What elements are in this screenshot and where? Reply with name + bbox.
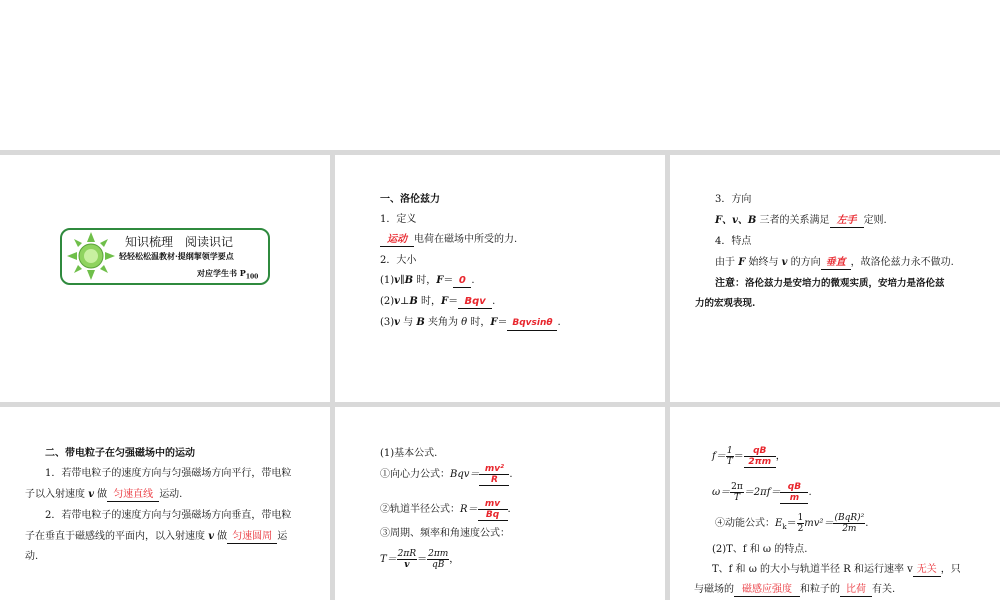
answer-uniform-circular: 匀速圆周 <box>227 530 277 544</box>
end: . <box>507 504 511 515</box>
para2-line3: 动. <box>25 551 39 562</box>
den: T <box>733 493 740 503</box>
slide-thumbnail-4[interactable] <box>0 407 330 600</box>
slide-thumbnail-6[interactable] <box>670 407 1000 600</box>
period-formula <box>380 547 459 573</box>
var-v: v <box>781 257 788 268</box>
var-f: F <box>490 317 498 328</box>
answer-frequency-fraction <box>744 446 776 468</box>
note-line-1 <box>715 277 945 290</box>
direction-line <box>715 214 887 228</box>
txt: 定则. <box>863 215 887 226</box>
heading-lorentz-force: 一、洛伦兹力 <box>380 194 440 205</box>
definition-label: 1．定义 <box>380 214 417 225</box>
slide-thumbnail-2[interactable] <box>335 155 665 402</box>
rel: ∥ <box>399 275 405 286</box>
fraction-2piR-v <box>397 549 417 570</box>
top-blank-area <box>0 0 1000 150</box>
txt: 与磁场的 <box>694 584 734 595</box>
characteristics-heading: (2)T、f 和 ω 的特点. <box>712 544 808 555</box>
answer-zero: 0 <box>453 274 471 288</box>
end: . <box>557 317 561 328</box>
num: 2π <box>731 482 743 492</box>
var-f: F <box>441 296 449 307</box>
note-line-2: 力的宏观表现. <box>695 298 756 309</box>
end: . <box>509 469 513 480</box>
txt: 的方向 <box>787 257 821 268</box>
lhs: ω＝ <box>712 487 731 498</box>
fraction-1-T <box>726 446 734 467</box>
num: (BqR)² <box>834 513 865 523</box>
txt: 子在垂直于磁感线的平面内，以入射速度 <box>25 531 209 542</box>
end: . <box>865 518 869 529</box>
badge-reference <box>197 268 258 281</box>
var-f: F <box>738 257 746 268</box>
vars: F、v、B <box>715 215 757 226</box>
para1-line1: 1．若带电粒子的速度方向与匀强磁场方向平行，带电粒 <box>45 468 292 479</box>
slide-thumbnail-5[interactable] <box>335 407 665 600</box>
txt: 运 <box>277 531 288 542</box>
end: ， <box>775 451 786 462</box>
answer-perpendicular: 垂直 <box>821 256 851 270</box>
var-theta: θ <box>461 317 468 328</box>
txt: 由于 <box>715 257 739 268</box>
mid: mv²＝ <box>804 518 834 529</box>
eq: ＝ <box>733 451 744 462</box>
badge-ref-text: 对应学生书 P <box>197 268 246 278</box>
txt: 和粒子的 <box>800 584 840 595</box>
txt: 始终与 <box>745 257 782 268</box>
num: 1 <box>797 513 804 523</box>
txt: 运动. <box>159 489 183 500</box>
slide-thumbnail-1[interactable] <box>0 155 330 402</box>
fraction-bqr-2m <box>833 513 865 534</box>
lhs: T＝ <box>380 554 397 565</box>
txt: 时， <box>413 275 437 286</box>
kinetic-energy-formula <box>715 511 868 537</box>
num: 1 <box>726 446 733 456</box>
answer-magnetic-induction: 磁感应强度 <box>734 583 800 597</box>
den: R <box>479 475 509 486</box>
basic-formula-heading: (1)基本公式. <box>380 448 438 459</box>
den: T <box>726 457 733 467</box>
angular-velocity-formula <box>712 480 812 506</box>
end: . <box>471 275 475 286</box>
para2-line1: 2．若带电粒子的速度方向与匀强磁场方向垂直，带电粒 <box>45 510 292 521</box>
txt: 做 <box>94 489 108 500</box>
eq: ＝ <box>443 275 454 286</box>
characteristics-line-2 <box>694 583 895 597</box>
txt: ，只 <box>940 564 961 575</box>
end: ， <box>449 554 460 565</box>
num: qB <box>780 482 808 493</box>
den: m <box>780 493 808 504</box>
case-parallel <box>380 274 475 288</box>
label: ①向心力公式： <box>380 469 450 480</box>
txt: 夹角为 <box>424 317 462 328</box>
txt: 有关. <box>872 584 896 595</box>
answer-charge-mass-ratio: 比荷 <box>840 583 872 597</box>
para1-line2 <box>25 488 182 502</box>
period-formula-label: ③周期、频率和角速度公式： <box>380 528 510 539</box>
lhs: f＝ <box>712 451 726 462</box>
txt: 时， <box>467 317 491 328</box>
den: v <box>404 560 410 570</box>
radius-formula <box>380 498 511 522</box>
var-v: v <box>394 317 400 328</box>
den: qB <box>432 560 445 570</box>
para2-line2 <box>25 530 287 544</box>
definition-text: 电荷在磁场中所受的力. <box>414 234 518 245</box>
answer-angular-fraction <box>780 482 808 504</box>
fraction-2pim-qB <box>427 549 449 570</box>
note-text: 洛伦兹力是安培力的微观实质，安培力是洛伦兹 <box>745 278 945 289</box>
den: 2 <box>797 524 804 534</box>
lhs: E <box>775 518 783 529</box>
lhs: Bqv＝ <box>450 469 480 480</box>
case-num: (3) <box>380 317 395 328</box>
var-b: B <box>416 317 425 328</box>
fraction-2pi-T <box>730 482 744 503</box>
answer-radius-fraction <box>478 499 508 521</box>
case-perpendicular <box>380 295 495 309</box>
num: qB <box>744 446 776 457</box>
case-angle <box>380 316 561 331</box>
section-badge <box>60 228 270 285</box>
answer-uniform-linear: 匀速直线 <box>107 488 159 502</box>
var-f: F <box>436 275 444 286</box>
eq: ＝ <box>448 296 459 307</box>
end: . <box>492 296 496 307</box>
num: 2πm <box>428 549 449 559</box>
answer-independent: 无关 <box>913 563 941 577</box>
eq: ＝ <box>417 554 428 565</box>
answer-bqvsin: Bqvsinθ <box>507 317 557 331</box>
centripetal-formula <box>380 463 513 487</box>
badge-title: 知识梳理 阅读识记 <box>125 235 234 249</box>
definition-line <box>380 233 517 247</box>
badge-subtitle: 轻轻松松温教材·提纲挈领学要点 <box>119 251 234 261</box>
var-v: v <box>208 531 214 542</box>
var-v: v <box>88 489 94 500</box>
badge-ref-page: 100 <box>245 273 259 281</box>
eq: ＝ <box>786 518 797 529</box>
frequency-formula <box>712 444 786 470</box>
end: . <box>808 487 812 498</box>
case-num: (2) <box>380 296 395 307</box>
note-label: 注意： <box>715 278 745 289</box>
var-b: B <box>409 296 418 307</box>
case-num: (1) <box>380 275 395 286</box>
answer-motion: 运动 <box>380 233 414 247</box>
answer-centripetal-fraction <box>479 464 509 486</box>
den: 2πm <box>744 457 776 468</box>
num: 2πR <box>397 549 417 559</box>
var-v: v <box>394 296 400 307</box>
txt: 做 <box>214 531 228 542</box>
eq: ＝ <box>497 317 508 328</box>
label: ②轨道半径公式： <box>380 504 460 515</box>
magnitude-label: 2．大小 <box>380 255 417 266</box>
heading-particle-motion: 二、带电粒子在匀强磁场中的运动 <box>45 448 195 459</box>
answer-left-hand: 左手 <box>830 214 864 228</box>
label: ④动能公式： <box>715 518 775 529</box>
txt: 时， <box>417 296 442 307</box>
sun-icon <box>65 230 117 282</box>
slide-thumbnail-3[interactable] <box>670 155 1000 402</box>
sub: k <box>782 523 787 531</box>
txt: T、f 和 ω 的大小与轨道半径 R 和运行速率 v <box>712 564 913 575</box>
num: mv² <box>479 464 509 475</box>
txt: ，故洛伦兹力永不做功. <box>850 257 954 268</box>
var-v: v <box>394 275 400 286</box>
num: mv <box>478 499 508 510</box>
var-b: B <box>404 275 414 286</box>
lhs: R＝ <box>460 504 478 515</box>
den: 2m <box>842 524 857 534</box>
direction-label: 3．方向 <box>715 194 752 205</box>
txt: 三者的关系满足 <box>756 215 830 226</box>
txt: 与 <box>399 317 417 328</box>
answer-bqv: Bqv <box>458 295 492 309</box>
den: Bq <box>478 510 508 521</box>
characteristics-line-1 <box>712 563 961 577</box>
rel: ⊥ <box>399 296 410 307</box>
mid: ＝2πf＝ <box>743 487 781 498</box>
feature-label: 4．特点 <box>715 236 752 247</box>
feature-line <box>715 256 954 270</box>
txt: 子以入射速度 <box>25 489 89 500</box>
